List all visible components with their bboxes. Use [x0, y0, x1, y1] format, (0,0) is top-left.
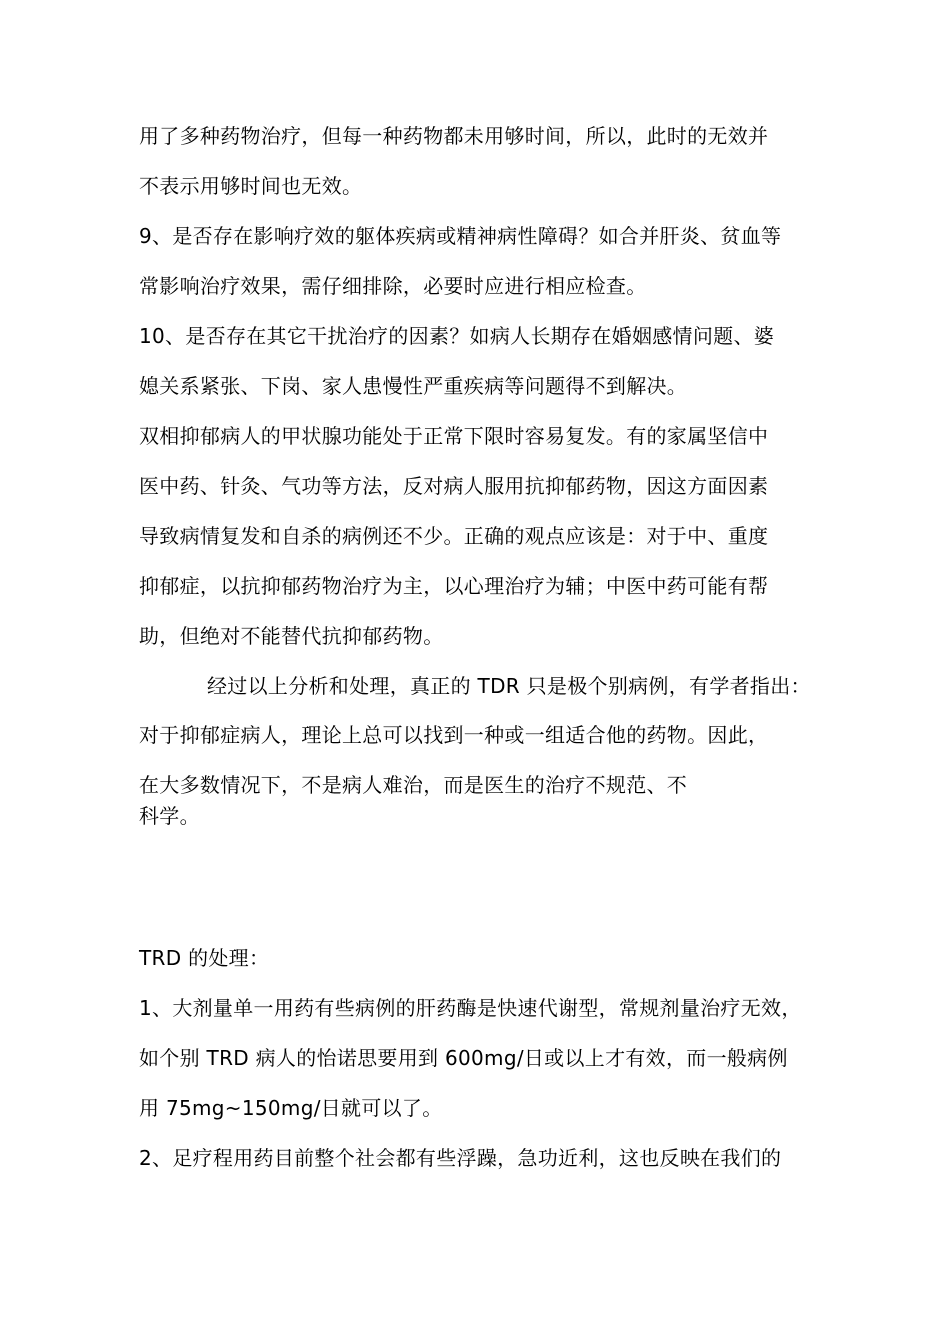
paragraph-line: 在大多数情况下，不是病人难治，而是医生的治疗不规范、不 — [139, 773, 688, 797]
paragraph-line: 抑郁症，以抗抑郁药物治疗为主，以心理治疗为辅；中医中药可能有帮 — [139, 574, 769, 598]
paragraph-line: 10、是否存在其它干扰治疗的因素？如病人长期存在婚姻感情问题、婆 — [139, 324, 775, 348]
section-heading: TRD 的处理： — [139, 946, 270, 970]
paragraph-line: 双相抑郁病人的甲状腺功能处于正常下限时容易复发。有的家属坚信中 — [139, 424, 769, 448]
paragraph-line: 2、足疗程用药目前整个社会都有些浮躁，急功近利，这也反映在我们的 — [139, 1146, 782, 1170]
paragraph-line: 对于抑郁症病人，理论上总可以找到一种或一组适合他的药物。因此， — [139, 723, 769, 747]
paragraph-line: 如个别 TRD 病人的怡诺思要用到 600mg/日或以上才有效，而一般病例 — [139, 1046, 788, 1070]
paragraph-line: 用了多种药物治疗，但每一种药物都未用够时间，所以，此时的无效并 — [139, 124, 769, 148]
paragraph-line: 经过以上分析和处理，真正的 TDR 只是极个别病例，有学者指出： — [207, 674, 811, 698]
paragraph-line: 1、大剂量单一用药有些病例的肝药酶是快速代谢型，常规剂量治疗无效， — [139, 996, 802, 1020]
paragraph-line: 用 75mg~150mg/日就可以了。 — [139, 1096, 443, 1120]
paragraph-line: 常影响治疗效果，需仔细排除，必要时应进行相应检查。 — [139, 274, 647, 298]
paragraph-line: 不表示用够时间也无效。 — [139, 174, 363, 198]
paragraph-line: 助，但绝对不能替代抗抑郁药物。 — [139, 624, 444, 648]
paragraph-line: 科学。 — [139, 804, 200, 828]
paragraph-line: 导致病情复发和自杀的病例还不少。正确的观点应该是：对于中、重度 — [139, 524, 769, 548]
paragraph-line: 医中药、针灸、气功等方法，反对病人服用抗抑郁药物，因这方面因素 — [139, 474, 769, 498]
paragraph-line: 9、是否存在影响疗效的躯体疾病或精神病性障碍？如合并肝炎、贫血等 — [139, 224, 782, 248]
paragraph-line: 媳关系紧张、下岗、家人患慢性严重疾病等问题得不到解决。 — [139, 374, 688, 398]
